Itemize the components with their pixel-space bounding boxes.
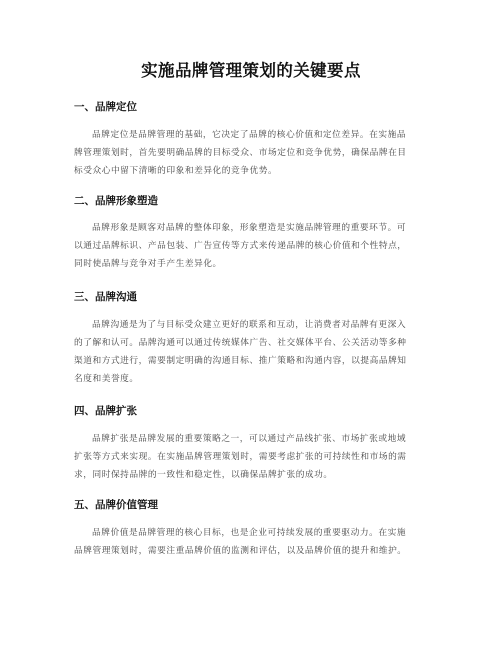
paragraph-line: 以通过品牌标识、产品包装、广告宣传等方式来传递品牌的核心价值和个性特点， [74,241,407,251]
paragraph-line: 品牌定位是品牌管理的基础，它决定了品牌的核心价值和定位差异。在实施品 [92,130,407,140]
section-heading-value-management: 五、品牌价值管理 [74,499,158,511]
paragraph-line: 标受众心中留下清晰的印象和差异化的竞争优势。 [74,166,278,176]
section-heading-communication: 三、品牌沟通 [74,291,137,303]
paragraph-line: 的了解和认可。品牌沟通可以通过传统媒体广告、社交媒体平台、公关活动等多种 [74,338,407,348]
paragraph-line: 名度和美誉度。 [74,374,139,384]
paragraph-line: 品牌扩张是品牌发展的重要策略之一，可以通过产品线扩张、市场扩张或地域 [92,434,407,444]
paragraph-line: 品牌管理策划时，需要注重品牌价值的监测和评估，以及品牌价值的提升和维护。 [74,546,407,556]
paragraph-line: 品牌形象是顾客对品牌的整体印象，形象塑造是实施品牌管理的重要环节。可 [92,223,407,233]
section-heading-expansion: 四、品牌扩张 [74,405,137,417]
section-heading-image: 二、品牌形象塑造 [74,195,158,207]
paragraph-line: 牌管理策划时，首先要明确品牌的目标受众、市场定位和竞争优势，确保品牌在目 [74,148,407,158]
section-heading-positioning: 一、品牌定位 [74,101,137,113]
paragraph-line: 品牌价值是品牌管理的核心目标，也是企业可持续发展的重要驱动力。在实施 [92,528,407,538]
document-title: 实施品牌管理策划的关键要点 [141,61,361,80]
paragraph-line: 求，同时保持品牌的一致性和稳定性，以确保品牌扩张的成功。 [74,470,333,480]
paragraph-line: 同时使品牌与竞争对手产生差异化。 [74,259,222,269]
paragraph-line: 扩张等方式来实现。在实施品牌管理策划时，需要考虑扩张的可持续性和市场的需 [74,452,407,462]
paragraph-line: 品牌沟通是为了与目标受众建立更好的联系和互动，让消费者对品牌有更深入 [92,320,407,330]
paragraph-line: 渠道和方式进行，需要制定明确的沟通目标、推广策略和沟通内容，以提高品牌知 [74,356,407,366]
